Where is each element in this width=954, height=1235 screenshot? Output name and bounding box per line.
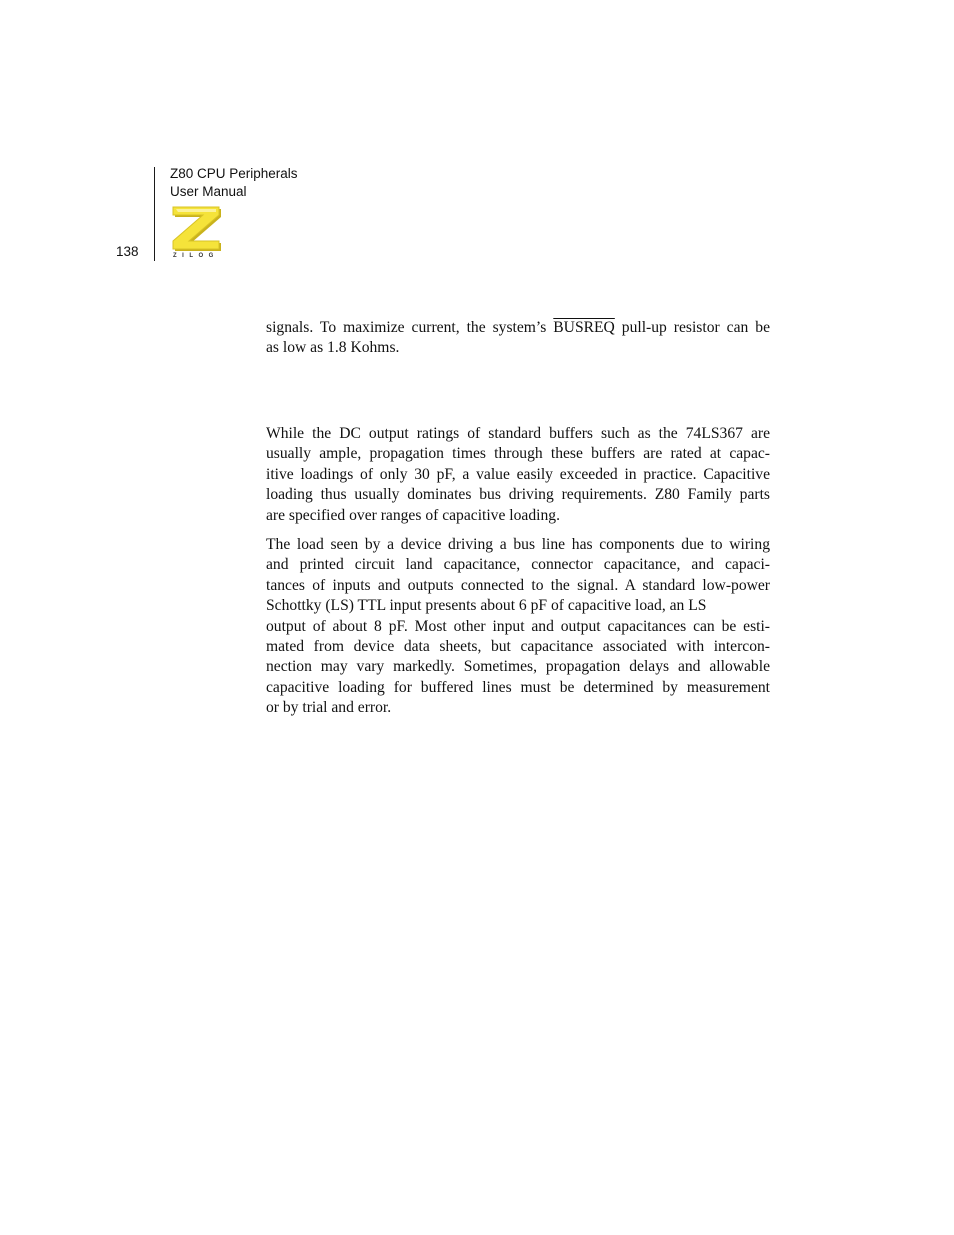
- zilog-wordmark: ZILOG: [173, 253, 219, 259]
- paragraph-1-line-2: as low as 1.8 Kohms.: [266, 339, 400, 357]
- header-divider: [154, 167, 155, 261]
- text-fragment: pull-up resistor can be: [614, 319, 770, 336]
- page-number: 138: [116, 244, 139, 259]
- paragraph-line: While the DC output ratings of standard buffers such as the 74LS367 are: [266, 425, 770, 442]
- paragraph-line: The load seen by a device driving a bus line has components due to wiring: [266, 536, 770, 553]
- paragraph-line: and printed circuit land capacitance, connector capacitance, and capaci-: [266, 556, 770, 574]
- document-title-line2: User Manual: [170, 184, 247, 199]
- paragraph-line: mated from device data sheets, but capacitance associated with intercon-: [266, 638, 770, 656]
- paragraph-line: nection may vary markedly. Sometimes, propagation delays and allowable: [266, 658, 770, 676]
- zilog-logo: [170, 204, 224, 262]
- paragraph-1-line-1: [266, 318, 770, 338]
- paragraph-line: are specified over ranges of capacitive loading.: [266, 506, 560, 524]
- paragraph-line: capacitive loading for buffered lines must be determined by measurement: [266, 678, 770, 696]
- busreq-signal: BUSREQ: [553, 319, 615, 336]
- paragraph-3: [266, 535, 770, 719]
- paragraph-line: tances of inputs and outputs connected to the signal. A standard low-power: [266, 576, 770, 594]
- paragraph-line: usually ample, propagation times through these buffers are rated at capac-: [266, 445, 770, 463]
- paragraph-line: Schottky (LS) TTL input presents about 6 pF of capacitive load, an LS: [266, 597, 707, 615]
- paragraph-line: output of about 8 pF. Most other input and output capacitances can be esti-: [266, 617, 770, 635]
- zilog-z-icon: [170, 204, 224, 252]
- paragraph-line: or by trial and error.: [266, 699, 392, 717]
- paragraph-line: itive loadings of only 30 pF, a value easily exceeded in practice. Capacitive: [266, 465, 770, 483]
- document-title-line1: Z80 CPU Peripherals: [170, 166, 298, 181]
- text-fragment: signals. To maximize current, the system’s: [266, 319, 554, 336]
- document-title: [170, 165, 298, 201]
- paragraph-line: loading thus usually dominates bus driving requirements. Z80 Family parts: [266, 486, 770, 504]
- paragraph-1: [266, 318, 770, 359]
- paragraph-2: [266, 424, 770, 526]
